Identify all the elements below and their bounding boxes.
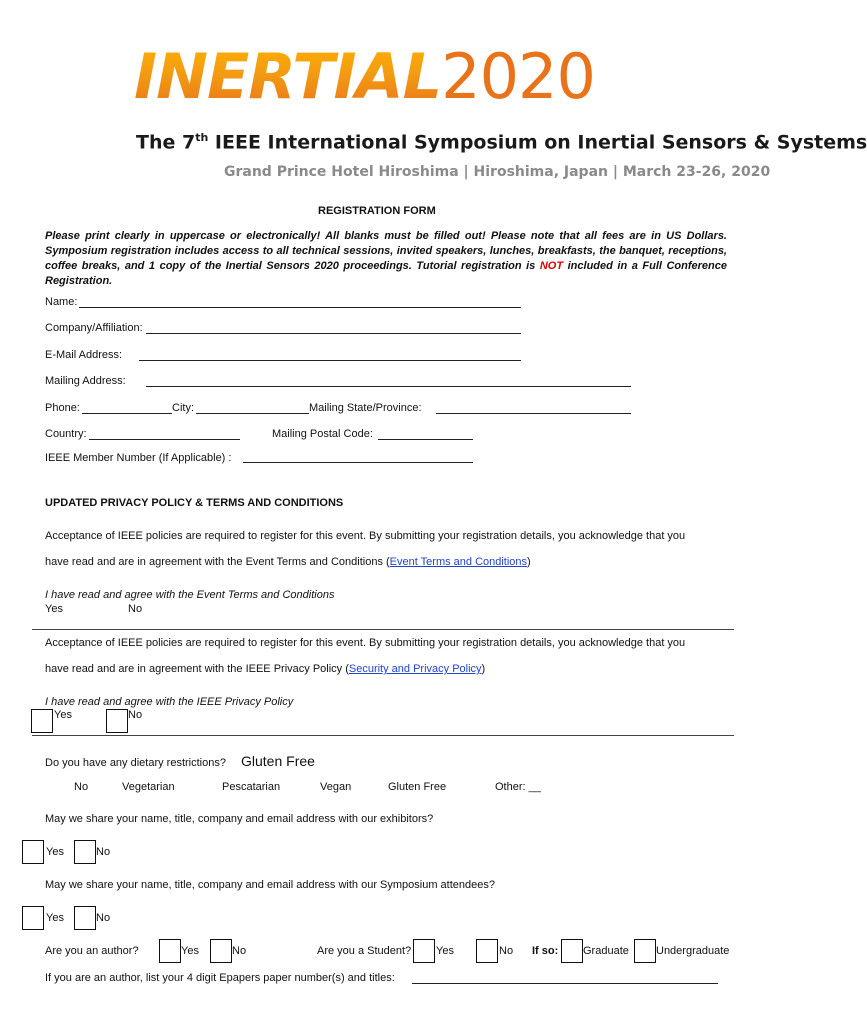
share-exhibitors-no-checkbox[interactable] [74,840,96,864]
privacy-text-1b: have read and are in agreement with the Event Terms and Conditions (Event Terms and Conditions) [45,556,531,568]
diet-option-no[interactable]: No [74,781,89,793]
diet-option-other[interactable]: Other: __ [495,781,541,793]
ieee-field[interactable] [243,462,473,463]
author-yes: Yes [181,945,199,957]
agree-privacy-yes: Yes [54,709,72,721]
share-exhibitors-yes: Yes [46,846,64,858]
name-label: Name: [45,296,78,308]
privacy-text-2a: Acceptance of IEEE policies are required to register for this event. By submitting your registration details, you acknowledge that you [45,637,686,649]
graduate-label: Graduate [583,945,629,957]
share-attendees-no-checkbox[interactable] [74,906,96,930]
diet-option-pescatarian[interactable]: Pescatarian [222,781,281,793]
agree-terms-no[interactable]: No [128,603,143,615]
author-no: No [232,945,247,957]
agree-privacy-label: I have read and agree with the IEEE Privacy Policy [45,696,294,708]
event-terms-link[interactable]: Event Terms and Conditions [389,556,528,568]
student-yes-checkbox[interactable] [413,939,435,963]
author-no-checkbox[interactable] [210,939,232,963]
student-question: Are you a Student? [317,945,412,957]
share-exhibitors-no: No [96,846,111,858]
share-exhibitors-yes-checkbox[interactable] [22,840,44,864]
privacy-policy-link[interactable]: Security and Privacy Policy [348,663,482,675]
diet-option-gluten-free[interactable]: Gluten Free [388,781,447,793]
form-title: REGISTRATION FORM [318,205,436,217]
privacy-text-2b: have read and are in agreement with the IEEE Privacy Policy (Security and Privacy Policy) [45,663,486,675]
postal-label: Mailing Postal Code: [272,428,373,440]
form-intro: Please print clearly in uppercase or electronically! All blanks must be filled out! Please note that all fees are in US Dollars. Symposium registration includes access to all technical sessions, invited speakers, lunches, breakfasts, the banquet, receptions, coffee breaks, and 1 copy of the Inertial Sensors 2020 proceedings. Tutorial registration is NOT included in a Full Conference Registration. [45,230,727,287]
email-field[interactable] [139,360,521,361]
country-label: Country: [45,428,87,440]
company-label: Company/Affiliation: [45,322,143,334]
mailing-field[interactable] [146,386,631,387]
share-attendees-yes-checkbox[interactable] [22,906,44,930]
diet-option-vegan[interactable]: Vegan [320,781,352,793]
share-attendees-question: May we share your name, title, company and email address with our Symposium attendees? [45,879,495,891]
student-no-checkbox[interactable] [476,939,498,963]
venue-line: Grand Prince Hotel Hiroshima | Hiroshima, Japan | March 23-26, 2020 [224,164,771,180]
author-yes-checkbox[interactable] [159,939,181,963]
email-label: E-Mail Address: [45,349,123,361]
company-field[interactable] [146,333,521,334]
agree-privacy-no-checkbox[interactable] [106,709,128,733]
agree-terms-yes[interactable]: Yes [45,603,63,615]
if-so-label: If so: [532,945,559,957]
state-label: Mailing State/Province: [309,402,422,414]
student-yes: Yes [436,945,454,957]
divider-1 [32,629,734,630]
privacy-heading: UPDATED PRIVACY POLICY & TERMS AND CONDITIONS [45,497,344,509]
privacy-text-1a: Acceptance of IEEE policies are required to register for this event. By submitting your registration details, you acknowledge that you [45,530,686,542]
phone-label: Phone: [45,402,80,414]
mailing-label: Mailing Address: [45,375,126,387]
phone-field[interactable] [82,413,172,414]
city-label: City: [172,402,194,414]
share-attendees-yes: Yes [46,912,64,924]
diet-option-vegetarian[interactable]: Vegetarian [122,781,175,793]
postal-field[interactable] [378,439,473,440]
not-emphasis: NOT [539,260,564,272]
graduate-checkbox[interactable] [561,939,583,963]
dietary-answer[interactable]: Gluten Free [241,753,315,769]
logo-word: INERTIAL [134,40,442,113]
undergraduate-checkbox[interactable] [634,939,656,963]
logo-year: 2020 [441,40,595,113]
papers-question: If you are an author, list your 4 digit Epapers paper number(s) and titles: [45,972,395,984]
agree-privacy-no: No [128,709,143,721]
student-no: No [499,945,514,957]
papers-field[interactable] [412,983,718,984]
city-field[interactable] [196,413,309,414]
undergraduate-label: Undergraduate [656,945,730,957]
symposium-title: The 7th IEEE International Symposium on Inertial Sensors & Systems [136,131,867,154]
author-question: Are you an author? [45,945,139,957]
share-attendees-no: No [96,912,111,924]
country-field[interactable] [89,439,240,440]
name-field[interactable] [79,307,521,308]
share-exhibitors-question: May we share your name, title, company and email address with our exhibitors? [45,813,434,825]
divider-2 [32,735,734,736]
agree-terms-label: I have read and agree with the Event Terms and Conditions [45,589,335,601]
conference-logo [134,40,595,113]
dietary-question: Do you have any dietary restrictions? [45,757,226,769]
state-field[interactable] [436,413,631,414]
ieee-label: IEEE Member Number (If Applicable) : [45,452,232,464]
agree-privacy-yes-checkbox[interactable] [31,709,53,733]
